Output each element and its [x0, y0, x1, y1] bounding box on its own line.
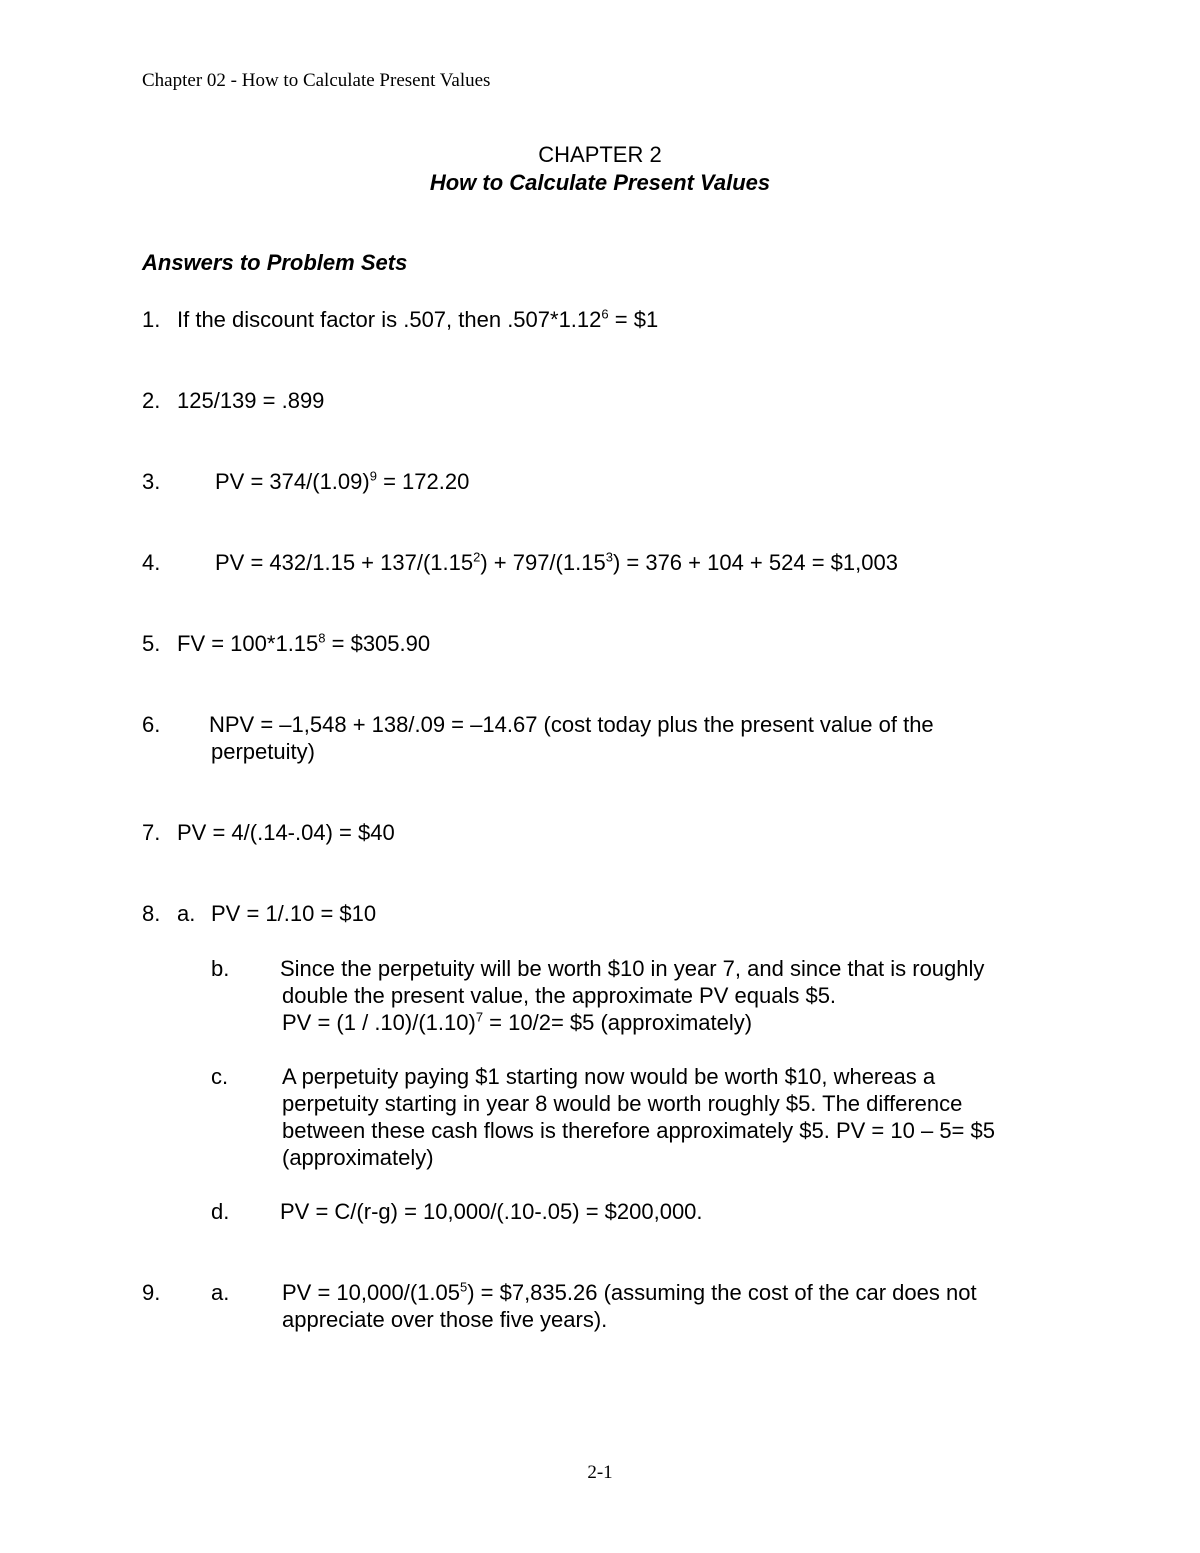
- answer-2-number: 2.: [142, 388, 161, 413]
- answer-9a-line-1: PV = $10,000/(1.05^5)$ = $7,835.26 (assuming the cost of the car does not: [282, 1279, 977, 1305]
- answer-6-number: 6.: [142, 712, 161, 737]
- chapter-number: CHAPTER 2: [538, 142, 662, 167]
- answer-8c-line-1: A perpetuity paying $1 starting now would be worth $10, whereas a: [282, 1064, 936, 1089]
- answer-8d-label: d.: [211, 1199, 230, 1224]
- answer-8b-line-1: Since the perpetuity will be worth $10 in year 7, and since that is roughly: [280, 956, 985, 981]
- answer-1-number: 1.: [142, 307, 161, 332]
- answer-5-text: FV = $100*1.15^8$ = $305.90: [177, 630, 431, 656]
- answer-8a-label: a.: [177, 901, 196, 926]
- answer-8c-line-3: between these cash flows is therefore approximately $5. PV = 10 – 5= $5: [282, 1118, 995, 1143]
- answer-3-text: PV = $374/(1.09)^9 = 172.20$: [215, 468, 470, 494]
- answer-3-number: 3.: [142, 469, 161, 494]
- answer-8b-label: b.: [211, 956, 230, 981]
- answer-4-number: 4.: [142, 550, 161, 575]
- page-number: 2-1: [587, 1462, 613, 1483]
- answer-5-number: 5.: [142, 631, 161, 656]
- answer-8a-text: PV = 1/.10 = $10: [211, 901, 377, 926]
- answer-7-text: PV = 4/(.14-.04) = $40: [177, 820, 395, 845]
- answer-8-number: 8.: [142, 901, 161, 926]
- answer-9a-line-2: appreciate over those five years).: [282, 1307, 608, 1332]
- answer-8c-line-4: (approximately): [282, 1145, 434, 1170]
- answer-8b-line-3: PV = $(1 / .10)/(1.10)^7 = 10/2=$ $5 (approximately): [282, 1009, 753, 1035]
- answer-7-number: 7.: [142, 820, 161, 845]
- answer-6-line-1: NPV = –1,548 + 138/.09 = –14.67 (cost today plus the present value of the: [209, 712, 934, 737]
- section-heading: Answers to Problem Sets: [142, 250, 408, 275]
- answer-9-number: 9.: [142, 1280, 161, 1305]
- answer-8b-line-2: double the present value, the approximate PV equals $5.: [282, 983, 837, 1008]
- answer-1-text: If the discount factor is .507, then $.507*1.12^6$ = $1: [177, 306, 659, 332]
- answer-8d-text: PV = C/(r-g) = 10,000/(.10-.05) = $200,000.: [280, 1199, 703, 1224]
- chapter-title: How to Calculate Present Values: [429, 170, 771, 195]
- answer-6-line-2: perpetuity): [211, 739, 315, 764]
- answer-2-text: 125/139 = .899: [177, 388, 325, 413]
- running-header: Chapter 02 - How to Calculate Present Values: [142, 70, 491, 91]
- answer-4-text: PV = $432/1.15 + 137/(1.15^2) + 797/(1.15^3) = 376 + 104 + 524$ = $1,003: [215, 549, 898, 575]
- answer-8c-line-2: perpetuity starting in year 8 would be worth roughly $5. The difference: [282, 1091, 963, 1116]
- answer-9a-label: a.: [211, 1280, 230, 1305]
- answer-8c-label: c.: [211, 1064, 229, 1089]
